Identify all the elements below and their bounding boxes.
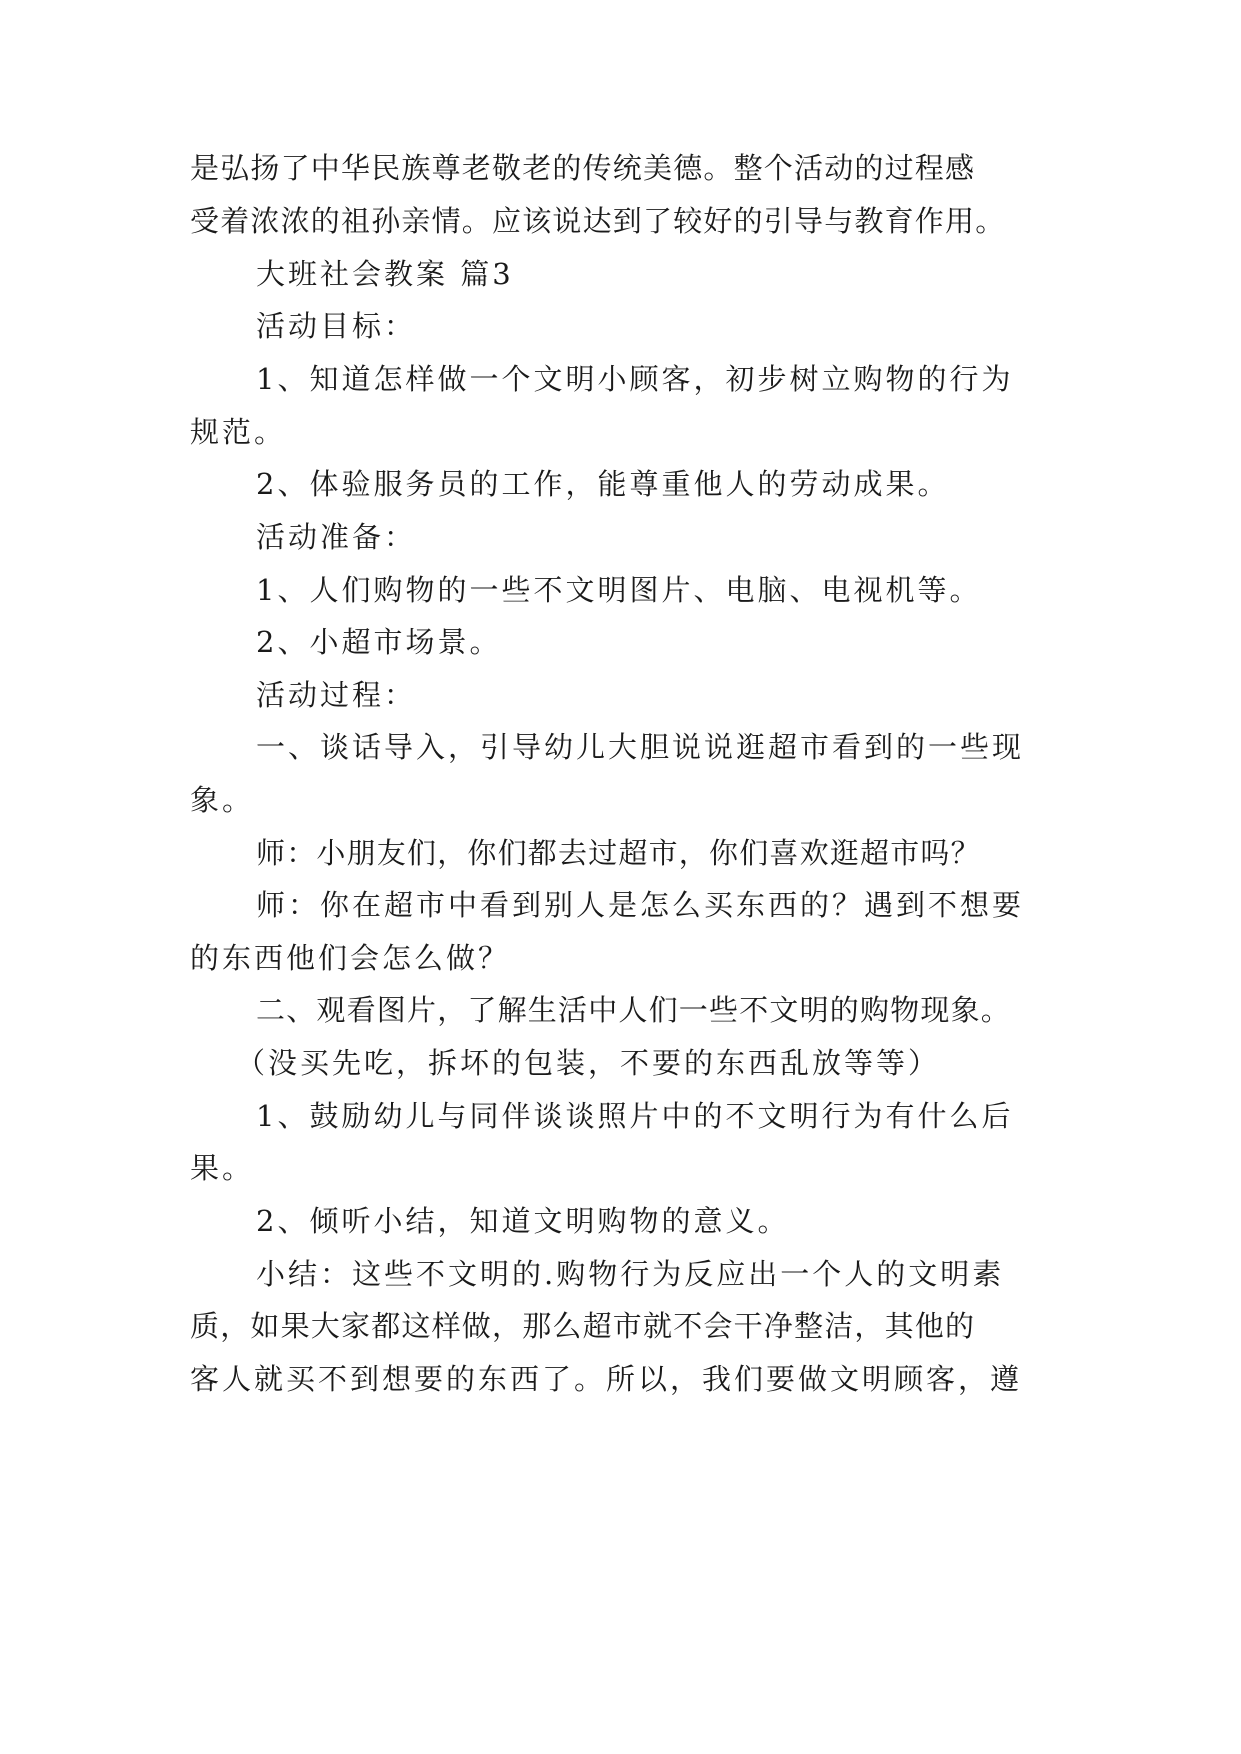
section-heading: 大班社会教案 篇3 (256, 257, 514, 291)
text-line: 受着浓浓的祖孙亲情。应该说达到了较好的引导与教育作用。 (190, 204, 1006, 238)
text-line: 的东西他们会怎么做？ (190, 941, 511, 975)
text-line: （没买先吃，拆坏的包装，不要的东西乱放等等） (236, 1046, 941, 1080)
text-line: 质，如果大家都这样做，那么超市就不会干净整洁，其他的 (190, 1309, 976, 1343)
text-line: 客人就买不到想要的东西了。所以，我们要做文明顾客，遵 (190, 1362, 1023, 1396)
text-line: 师：你在超市中看到别人是怎么买东西的？遇到不想要 (256, 888, 1025, 922)
text-line: 2、小超市场景。 (256, 625, 502, 659)
text-line: 象。 (190, 783, 255, 817)
text-line: 2、体验服务员的工作，能尊重他人的劳动成果。 (256, 467, 950, 501)
text-line: 果。 (190, 1151, 255, 1185)
text-line: 1、人们购物的一些不文明图片、电脑、电视机等。 (256, 573, 982, 607)
text-line: 活动目标： (256, 309, 417, 343)
text-line: 师：小朋友们，你们都去过超市，你们喜欢逛超市吗？ (256, 836, 981, 870)
text-line: 2、倾听小结，知道文明购物的意义。 (256, 1204, 790, 1238)
text-line: 小结：这些不文明的.购物行为反应出一个人的文明素 (256, 1257, 1005, 1291)
text-line: 一、谈话导入，引导幼儿大胆说说逛超市看到的一些现 (256, 730, 1025, 764)
text-line: 活动过程： (256, 678, 417, 712)
text-line: 1、鼓励幼儿与同伴谈谈照片中的不文明行为有什么后 (256, 1099, 1014, 1133)
text-line: 活动准备： (256, 520, 417, 554)
text-line: 规范。 (190, 415, 287, 449)
text-line: 二、观看图片，了解生活中人们一些不文明的购物现象。 (256, 993, 1012, 1027)
text-line: 1、知道怎样做一个文明小顾客，初步树立购物的行为 (256, 362, 1014, 396)
text-line: 是弘扬了中华民族尊老敬老的传统美德。整个活动的过程感 (190, 151, 976, 185)
